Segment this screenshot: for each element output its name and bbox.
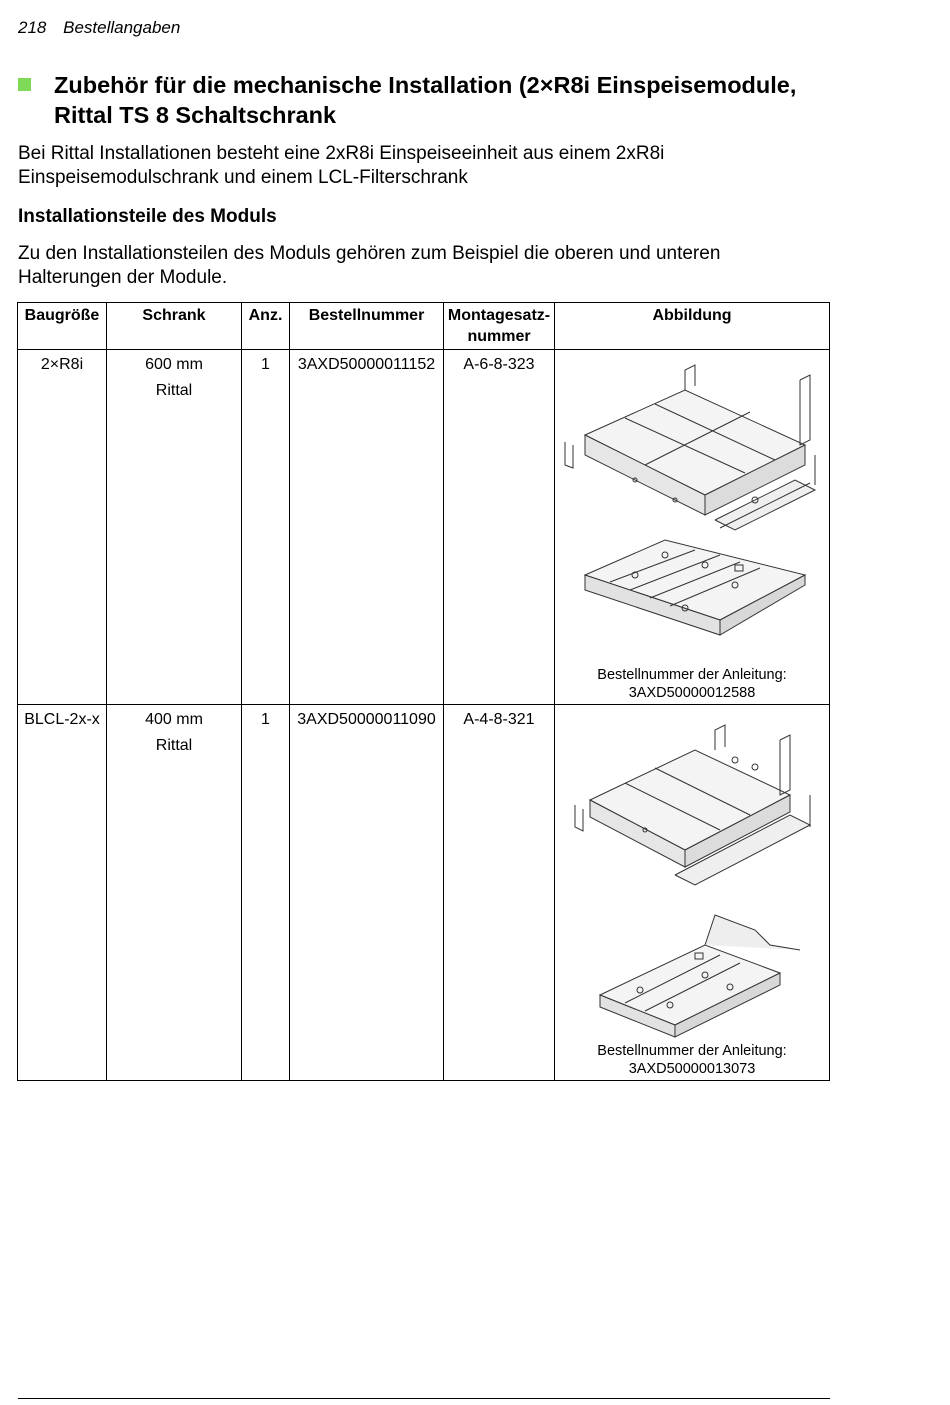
caption-line-2: 3AXD50000012588 [628, 685, 756, 701]
cell-kit-no: A-4-8-321 [444, 705, 555, 1081]
caption-line-1: Bestellnummer der Anleitung: [597, 1043, 787, 1059]
parts-table [17, 302, 830, 1081]
figure-caption [555, 1042, 829, 1078]
cabinet-width: 600 mm [145, 356, 203, 373]
intro-line-1: Bei Rittal Installationen besteht eine 2xR8i Einspeiseeinheit aus einem 2xR8i [18, 143, 665, 164]
cell-order-no: 3AXD50000011152 [290, 350, 444, 705]
cell-qty: 1 [242, 350, 290, 705]
subheading: Installationsteile des Moduls [18, 206, 277, 227]
page-title [54, 70, 848, 130]
table-header-row [18, 303, 830, 350]
cell-cabinet [107, 705, 242, 1081]
cabinet-width: 400 mm [145, 711, 203, 728]
cell-size: BLCL-2x-x [18, 705, 107, 1081]
col-header-order-no: Bestellnummer [290, 303, 444, 350]
running-head [18, 18, 180, 38]
table-row [18, 705, 830, 1081]
table-row [18, 350, 830, 705]
section-heading [18, 70, 848, 130]
cell-kit-no: A-6-8-323 [444, 350, 555, 705]
kit-header-line-2: nummer [467, 328, 531, 345]
cabinet-make: Rittal [155, 737, 193, 754]
para-line-1: Zu den Installationsteilen des Moduls gehören zum Beispiel die oberen und unteren [18, 243, 721, 264]
col-header-kit-no [444, 303, 555, 350]
cell-figure [555, 350, 830, 705]
footer-divider [18, 1398, 830, 1399]
mounting-parts-drawing-600mm [555, 350, 829, 700]
col-header-qty: Anz. [242, 303, 290, 350]
intro-line-2: Einspeisemodulschrank und einem LCL-Filterschrank [18, 167, 468, 188]
cell-order-no: 3AXD50000011090 [290, 705, 444, 1081]
page-number: 218 [18, 18, 47, 37]
cabinet-make: Rittal [155, 382, 193, 399]
caption-line-2: 3AXD50000013073 [628, 1061, 756, 1077]
cell-qty: 1 [242, 705, 290, 1081]
col-header-figure: Abbildung [555, 303, 830, 350]
figure-caption [555, 666, 829, 702]
col-header-size: Baugröße [18, 303, 107, 350]
cell-size: 2×R8i [18, 350, 107, 705]
title-line-1: Zubehör für die mechanische Installation (2×R8i Einspeisemodule, [54, 72, 797, 98]
caption-line-1: Bestellnummer der Anleitung: [597, 667, 787, 683]
mounting-parts-drawing-400mm [555, 705, 829, 1076]
cell-cabinet [107, 350, 242, 705]
section-name: Bestellangaben [63, 18, 181, 37]
col-header-cabinet: Schrank [107, 303, 242, 350]
title-line-2: Rittal TS 8 Schaltschrank [54, 102, 337, 128]
para-line-2: Halterungen der Module. [18, 267, 228, 288]
body-paragraph [18, 242, 838, 290]
intro-paragraph [18, 142, 838, 190]
cell-figure [555, 705, 830, 1081]
heading-bullet-icon [18, 78, 31, 91]
kit-header-line-1: Montagesatz- [447, 307, 551, 324]
